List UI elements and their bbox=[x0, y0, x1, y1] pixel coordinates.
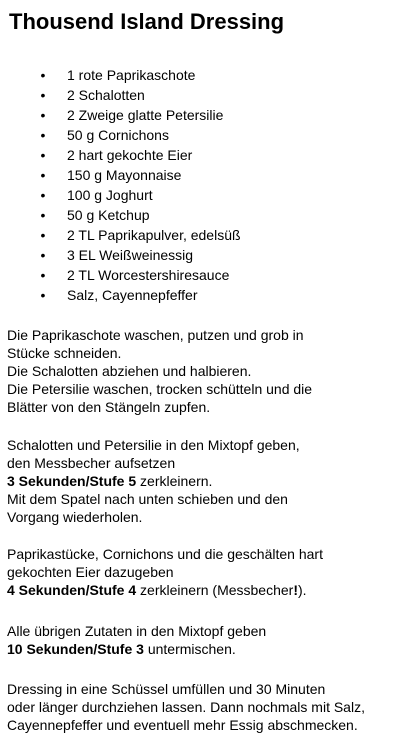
bullet-icon: • bbox=[40, 267, 46, 283]
step-2-line: Vorgang wiederholen. bbox=[7, 509, 143, 525]
step-1-line: Stücke schneiden. bbox=[7, 345, 122, 361]
recipe-title: Thousend Island Dressing bbox=[9, 9, 285, 34]
bullet-icon: • bbox=[40, 287, 46, 303]
step-2-time-setting: 3 Sekunden/Stufe 5 bbox=[7, 473, 137, 489]
step-4-paragraph bbox=[7, 622, 266, 658]
ingredient-label: 1 rote Paprikaschote bbox=[67, 67, 196, 83]
ingredient-label: 2 TL Paprikapulver, edelsüß bbox=[67, 227, 241, 243]
ingredient-item bbox=[0, 245, 241, 265]
ingredient-label: 2 TL Worcestershiresauce bbox=[67, 267, 230, 283]
step-2-line: Mit dem Spatel nach unten schieben und den bbox=[7, 491, 288, 507]
step-3-paragraph bbox=[7, 545, 323, 599]
bullet-icon: • bbox=[40, 67, 46, 83]
step-1-line: Die Petersilie waschen, trocken schütteln und die bbox=[7, 381, 313, 397]
step-2-line: den Messbecher aufsetzen bbox=[7, 455, 176, 471]
bullet-icon: • bbox=[40, 167, 46, 183]
step-3-line: Paprikastücke, Cornichons und die geschälten hart bbox=[7, 546, 323, 562]
ingredient-item bbox=[0, 125, 241, 145]
ingredient-item bbox=[0, 65, 241, 85]
ingredient-item bbox=[0, 225, 241, 245]
ingredient-item bbox=[0, 145, 241, 165]
bullet-icon: • bbox=[40, 187, 46, 203]
step-4-line: Alle übrigen Zutaten in den Mixtopf geben bbox=[7, 623, 267, 639]
step-1-paragraph bbox=[7, 326, 312, 416]
step-2-line bbox=[7, 472, 300, 490]
ingredient-label: 2 Schalotten bbox=[67, 87, 145, 103]
step-5-line: Cayennepfeffer und eventuell mehr Essig abschmecken. bbox=[7, 717, 358, 733]
step-3-line: gekochten Eier dazugeben bbox=[7, 564, 174, 580]
step-5-line: Dressing in eine Schüssel umfüllen und 30 Minuten bbox=[7, 681, 326, 697]
ingredient-label: 100 g Joghurt bbox=[67, 187, 153, 203]
step-4-time-setting: 10 Sekunden/Stufe 3 bbox=[7, 641, 144, 657]
ingredient-label: 2 hart gekochte Eier bbox=[67, 147, 193, 163]
bullet-icon: • bbox=[40, 127, 46, 143]
ingredient-item bbox=[0, 265, 241, 285]
bullet-icon: • bbox=[40, 107, 46, 123]
bullet-icon: • bbox=[40, 247, 46, 263]
ingredient-label: 50 g Ketchup bbox=[67, 207, 150, 223]
step-2-paragraph bbox=[7, 436, 300, 526]
step-4-line bbox=[7, 640, 266, 658]
step-3-action: zerkleinern (Messbecher bbox=[136, 582, 294, 598]
ingredient-label: 3 EL Weißweinessig bbox=[67, 247, 194, 263]
ingredient-item bbox=[0, 285, 241, 305]
step-3-emphasis-mark: ! bbox=[293, 582, 298, 598]
step-3-line bbox=[7, 581, 323, 599]
ingredient-item bbox=[0, 165, 241, 185]
ingredient-label: 50 g Cornichons bbox=[67, 127, 169, 143]
ingredient-item bbox=[0, 205, 241, 225]
step-1-line: Die Schalotten abziehen und halbieren. bbox=[7, 363, 252, 379]
step-2-action: zerkleinern. bbox=[136, 473, 213, 489]
bullet-icon: • bbox=[40, 227, 46, 243]
step-5-paragraph bbox=[7, 680, 365, 734]
ingredient-label: Salz, Cayennepfeffer bbox=[67, 287, 198, 303]
ingredient-label: 150 g Mayonnaise bbox=[67, 167, 182, 183]
ingredient-item bbox=[0, 185, 241, 205]
ingredient-item bbox=[0, 85, 241, 105]
step-5-line: oder länger durchziehen lassen. Dann nochmals mit Salz, bbox=[7, 699, 365, 715]
ingredient-label: 2 Zweige glatte Petersilie bbox=[67, 107, 224, 123]
bullet-icon: • bbox=[40, 147, 46, 163]
step-4-action: untermischen. bbox=[143, 641, 236, 657]
step-3-tail: ). bbox=[298, 582, 307, 598]
step-2-line: Schalotten und Petersilie in den Mixtopf geben, bbox=[7, 437, 300, 453]
bullet-icon: • bbox=[40, 87, 46, 103]
bullet-icon: • bbox=[40, 207, 46, 223]
step-1-line: Blätter von den Stängeln zupfen. bbox=[7, 399, 211, 415]
ingredient-list bbox=[0, 65, 241, 305]
ingredient-item bbox=[0, 105, 241, 125]
step-3-time-setting: 4 Sekunden/Stufe 4 bbox=[7, 582, 137, 598]
step-1-line: Die Paprikaschote waschen, putzen und grob in bbox=[7, 327, 304, 343]
